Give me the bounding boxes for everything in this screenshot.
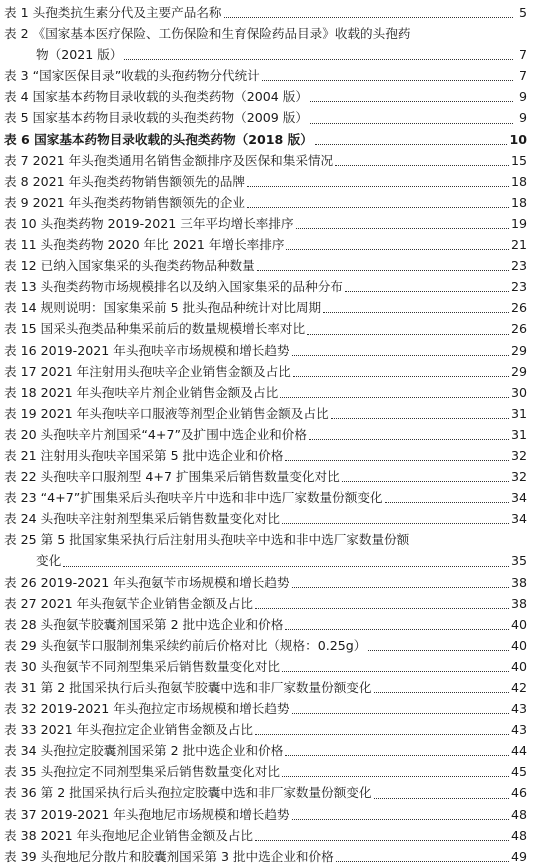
toc-entry[interactable]: [0, 192, 533, 213]
toc-entry-page-number: 32: [510, 469, 527, 485]
toc-entry-title: 表 35 头孢拉定不同剂型集采后销售数量变化对比: [4, 764, 280, 780]
toc-entry-page-number: 26: [510, 300, 527, 316]
toc-entry[interactable]: [0, 382, 533, 403]
toc-entry[interactable]: [0, 403, 533, 424]
dot-leader: [331, 418, 509, 419]
toc-entry-page-number: 9: [518, 110, 527, 126]
toc-entry-title: 表 37 2019-2021 年头孢地尼市场规模和增长趋势: [4, 806, 290, 822]
dot-leader: [296, 228, 509, 229]
toc-entry-title: 表 14 规则说明：国家集采前 5 批头孢品种统计对比周期: [4, 300, 322, 316]
toc-entry-page-number: 21: [510, 237, 527, 253]
toc-entry[interactable]: [0, 445, 533, 466]
toc-entry-title: 表 34 头孢拉定胶囊剂国采第 2 批中选企业和价格: [4, 743, 284, 759]
dot-leader: [282, 671, 509, 672]
toc-entry-title: 表 10 头孢类药物 2019-2021 三年平均增长率排序: [4, 215, 294, 231]
toc-entry-page-number: 7: [518, 47, 527, 63]
toc-entry[interactable]: [0, 86, 533, 107]
toc-entry-title: 表 13 头孢类药物市场规模排名以及纳入国家集采的品种分布: [4, 279, 343, 295]
toc-entry-continuation-line: [4, 44, 527, 65]
toc-entry-title: 表 2 《国家基本医疗保险、工伤保险和生育保险药品目录》收载的头孢药: [4, 26, 411, 42]
toc-entry[interactable]: [0, 846, 533, 867]
dot-leader: [292, 587, 509, 588]
toc-entry-title: 表 27 2021 年头孢氨苄企业销售金额及占比: [4, 595, 253, 611]
toc-entry[interactable]: [0, 761, 533, 782]
dot-leader: [286, 249, 509, 250]
toc-entry[interactable]: [0, 804, 533, 825]
toc-entry-page-number: 38: [510, 595, 527, 611]
toc-entry-page-number: 46: [510, 785, 527, 801]
toc-entry[interactable]: [0, 107, 533, 128]
dot-leader: [368, 650, 509, 651]
toc-entry-page-number: 35: [510, 553, 527, 569]
toc-entry-page-number: 38: [510, 574, 527, 590]
toc-entry[interactable]: [0, 466, 533, 487]
toc-entry[interactable]: [0, 213, 533, 234]
dot-leader: [310, 123, 513, 124]
toc-entry[interactable]: [0, 635, 533, 656]
toc-entry-title: 表 24 头孢呋辛注射剂型集采后销售数量变化对比: [4, 511, 280, 527]
toc-entry-title: 表 20 头孢呋辛片剂国采“4+7”及扩围中选企业和价格: [4, 426, 307, 442]
dot-leader: [257, 270, 509, 271]
toc-entry-page-number: 5: [518, 5, 527, 20]
toc-entry[interactable]: [0, 614, 533, 635]
toc-entry[interactable]: [0, 825, 533, 846]
toc-entry-title: 表 1 头孢类抗生素分代及主要产品名称: [4, 5, 222, 20]
dot-leader: [323, 312, 509, 313]
dot-leader: [292, 355, 509, 356]
toc-entry-title-continuation: 变化: [36, 553, 62, 569]
toc-entry[interactable]: [0, 719, 533, 740]
dot-leader: [282, 523, 509, 524]
toc-entry-title: 表 22 头孢呋辛口服剂型 4+7 扩围集采后销售数量变化对比: [4, 469, 340, 485]
dot-leader: [255, 734, 509, 735]
toc-entry-title: 表 32 2019-2021 年头孢拉定市场规模和增长趋势: [4, 701, 290, 717]
toc-entry-page-number: 45: [510, 764, 527, 780]
toc-entry-page-number: 15: [510, 152, 527, 168]
toc-entry[interactable]: [0, 65, 533, 86]
toc-entry[interactable]: [0, 698, 533, 719]
dot-leader: [335, 165, 509, 166]
toc-entry-title: 表 23 “4+7”扩围集采后头孢呋辛片中选和非中选厂家数量份额变化: [4, 490, 383, 506]
dot-leader: [247, 186, 509, 187]
toc-entry[interactable]: [0, 23, 533, 65]
dot-leader: [282, 776, 509, 777]
toc-entry[interactable]: [0, 487, 533, 508]
toc-entry-page-number: 40: [510, 658, 527, 674]
dot-leader: [292, 819, 509, 820]
dot-leader: [255, 608, 509, 609]
toc-entry-page-number: 18: [510, 173, 527, 189]
toc-entry[interactable]: [0, 2, 533, 23]
toc-entry-page-number: 31: [510, 426, 527, 442]
dot-leader: [374, 692, 509, 693]
dot-leader: [309, 439, 509, 440]
toc-entry[interactable]: [0, 171, 533, 192]
toc-entry-page-number: 29: [510, 342, 527, 358]
toc-entry-title: 表 3 “国家医保目录”收载的头孢药物分代统计: [4, 68, 260, 84]
toc-entry[interactable]: [0, 361, 533, 382]
toc-entry[interactable]: [0, 255, 533, 276]
dot-leader: [336, 861, 509, 862]
dot-leader: [124, 59, 513, 60]
toc-entry[interactable]: [0, 129, 533, 150]
toc-entry-page-number: 49: [510, 848, 527, 864]
toc-entry[interactable]: [0, 318, 533, 339]
toc-entry-title: 表 31 第 2 批国采执行后头孢氨苄胶囊中选和非厂家数量份额变化: [4, 680, 372, 695]
toc-entry-page-number: 23: [510, 279, 527, 295]
toc-entry-title: 表 38 2021 年头孢地尼企业销售金额及占比: [4, 827, 253, 843]
toc-entry-page-number: 34: [510, 511, 527, 527]
toc-entry-page-number: 18: [510, 194, 527, 210]
toc-entry[interactable]: [0, 340, 533, 361]
toc-entry[interactable]: [0, 424, 533, 445]
toc-entry-page-number: 9: [518, 89, 527, 105]
toc-entry-page-number: 19: [510, 215, 527, 231]
toc-entry-title: 表 19 2021 年头孢呋辛口服液等剂型企业销售金额及占比: [4, 405, 329, 421]
toc-entry-page-number: 30: [510, 384, 527, 400]
toc-entry[interactable]: [0, 656, 533, 677]
toc-entry[interactable]: [0, 234, 533, 255]
toc-entry-title: 表 17 2021 年注射用头孢呋辛企业销售金额及占比: [4, 363, 291, 379]
toc-entry-page-number: 43: [510, 722, 527, 738]
toc-entry[interactable]: [0, 150, 533, 171]
toc-entry-page-number: 7: [518, 68, 527, 84]
dot-leader: [224, 17, 513, 18]
toc-entry-title: 表 29 头孢氨苄口服制剂集采续约前后价格对比（规格：0.25g）: [4, 637, 367, 653]
toc-entry[interactable]: [0, 740, 533, 761]
toc-entry-title: 表 11 头孢类药物 2020 年比 2021 年增长率排序: [4, 237, 285, 253]
dot-leader: [255, 840, 509, 841]
dot-leader: [285, 755, 509, 756]
toc-entry-page-number: 40: [510, 616, 527, 632]
toc-entry-title: 表 39 头孢地尼分散片和胶囊剂国采第 3 批中选企业和价格: [4, 848, 334, 864]
dot-leader: [385, 502, 509, 503]
dot-leader: [293, 376, 509, 377]
toc-entry-page-number: 31: [510, 405, 527, 421]
dot-leader: [374, 798, 509, 799]
dot-leader: [342, 481, 509, 482]
toc-entry-page-number: 34: [510, 490, 527, 506]
toc-entry[interactable]: [0, 276, 533, 297]
dot-leader: [262, 80, 513, 81]
toc-entry-title: 表 26 2019-2021 年头孢氨苄市场规模和增长趋势: [4, 574, 290, 590]
toc-entry-page-number: 29: [510, 363, 527, 379]
toc-entry-page-number: 48: [510, 827, 527, 843]
toc-entry-title-continuation: 物（2021 版）: [36, 47, 123, 63]
toc-entry-title: 表 15 国采头孢类品种集采前后的数量规模增长率对比: [4, 321, 306, 337]
toc-entry-page-number: 42: [510, 680, 527, 695]
toc-entry-title: 表 30 头孢氨苄不同剂型集采后销售数量变化对比: [4, 658, 280, 674]
toc-entry-page-number: 44: [510, 743, 527, 759]
toc-entry-page-number: 10: [509, 131, 527, 147]
toc-entry[interactable]: [0, 677, 533, 698]
toc-entry-page-number: 43: [510, 701, 527, 717]
toc-entry-title: 表 6 国家基本药物目录收载的头孢类药物（2018 版）: [4, 131, 313, 147]
toc-entry-page-number: 26: [510, 321, 527, 337]
toc-entry-title: 表 21 注射用头孢呋辛国采第 5 批中选企业和价格: [4, 447, 284, 463]
toc-entry[interactable]: [0, 782, 533, 803]
toc-entry-title: 表 33 2021 年头孢拉定企业销售金额及占比: [4, 722, 253, 738]
toc-entry-title: 表 25 第 5 批国家集采执行后注射用头孢呋辛中选和非中选厂家数量份额: [4, 532, 410, 548]
toc-entry-title: 表 16 2019-2021 年头孢呋辛市场规模和增长趋势: [4, 342, 290, 358]
toc-entry-page-number: 48: [510, 806, 527, 822]
dot-leader: [315, 144, 508, 145]
toc-entry-title: 表 12 已纳入国家集采的头孢类药物品种数量: [4, 258, 255, 274]
toc-entry-page-number: 40: [510, 637, 527, 653]
dot-leader: [63, 566, 509, 567]
toc-entry[interactable]: [0, 297, 533, 318]
dot-leader: [345, 291, 509, 292]
toc-entry-page-number: 32: [510, 447, 527, 463]
toc-entry-continuation-line: [4, 550, 527, 571]
dot-leader: [280, 397, 509, 398]
toc-entry[interactable]: [0, 572, 533, 593]
dot-leader: [247, 207, 509, 208]
toc-entry[interactable]: [0, 529, 533, 571]
toc-entry-page-number: 23: [510, 258, 527, 274]
dot-leader: [285, 629, 509, 630]
toc-entry[interactable]: [0, 593, 533, 614]
dot-leader: [285, 460, 509, 461]
toc-entry-title: 表 5 国家基本药物目录收载的头孢类药物（2009 版）: [4, 110, 308, 126]
toc-entry-title: 表 28 头孢氨苄胶囊剂国采第 2 批中选企业和价格: [4, 616, 284, 632]
toc-entry-title: 表 9 2021 年头孢类药物销售额领先的企业: [4, 194, 245, 210]
toc-entry-title: 表 18 2021 年头孢呋辛片剂企业销售金额及占比: [4, 384, 279, 400]
toc-entry-title: 表 7 2021 年头孢类通用名销售金额排序及医保和集采情况: [4, 152, 334, 168]
toc-entry-title: 表 8 2021 年头孢类药物销售额领先的品牌: [4, 173, 245, 189]
toc-entry-title: 表 4 国家基本药物目录收载的头孢类药物（2004 版）: [4, 89, 308, 105]
dot-leader: [310, 101, 513, 102]
toc-entry-title: 表 36 第 2 批国采执行后头孢拉定胶囊中选和非厂家数量份额变化: [4, 785, 372, 801]
toc-entry[interactable]: [0, 508, 533, 529]
dot-leader: [292, 713, 509, 714]
dot-leader: [307, 334, 509, 335]
